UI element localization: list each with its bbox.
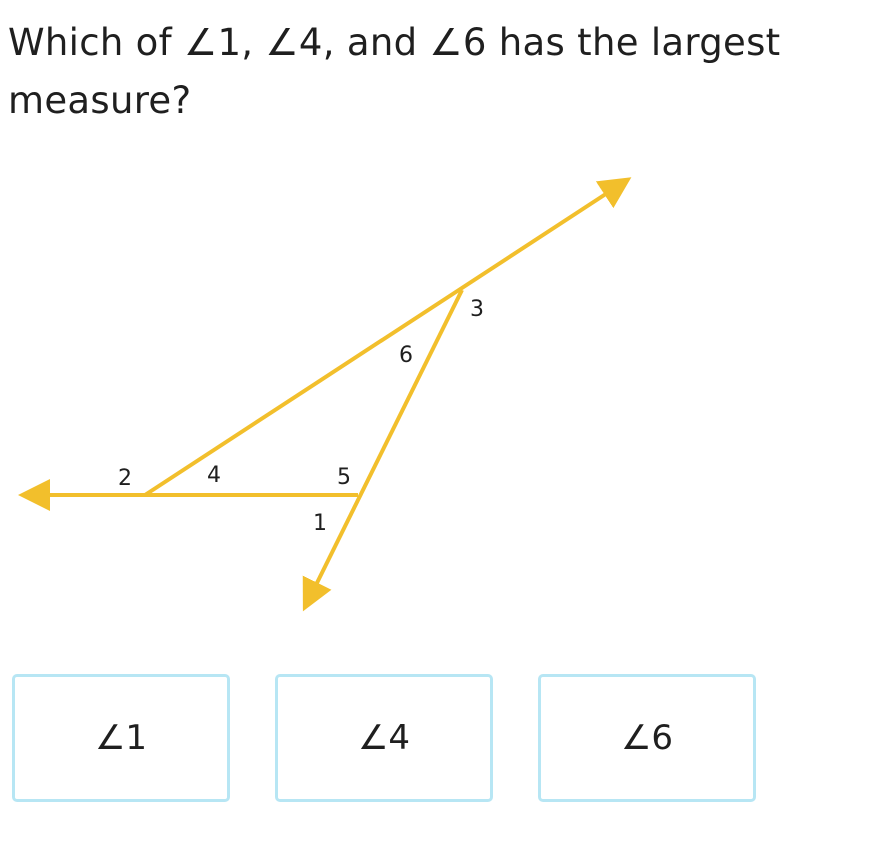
angle-label-6: 6	[399, 343, 413, 368]
angle-label-4: 4	[207, 463, 221, 488]
angle-label-3: 3	[470, 297, 484, 322]
choice-angle-4-button[interactable]: ∠4	[275, 674, 493, 802]
angle-diagram	[0, 160, 886, 620]
answer-choices	[12, 674, 772, 808]
choice-angle-6-button[interactable]: ∠6	[538, 674, 756, 802]
question-text: Which of ∠1, ∠4, and ∠6 has the largest measure?	[8, 21, 781, 122]
angle-label-2: 2	[118, 466, 132, 491]
angle-label-5: 5	[337, 465, 351, 490]
choice-angle-1-button[interactable]: ∠1	[12, 674, 230, 802]
angle-label-1: 1	[313, 511, 327, 536]
